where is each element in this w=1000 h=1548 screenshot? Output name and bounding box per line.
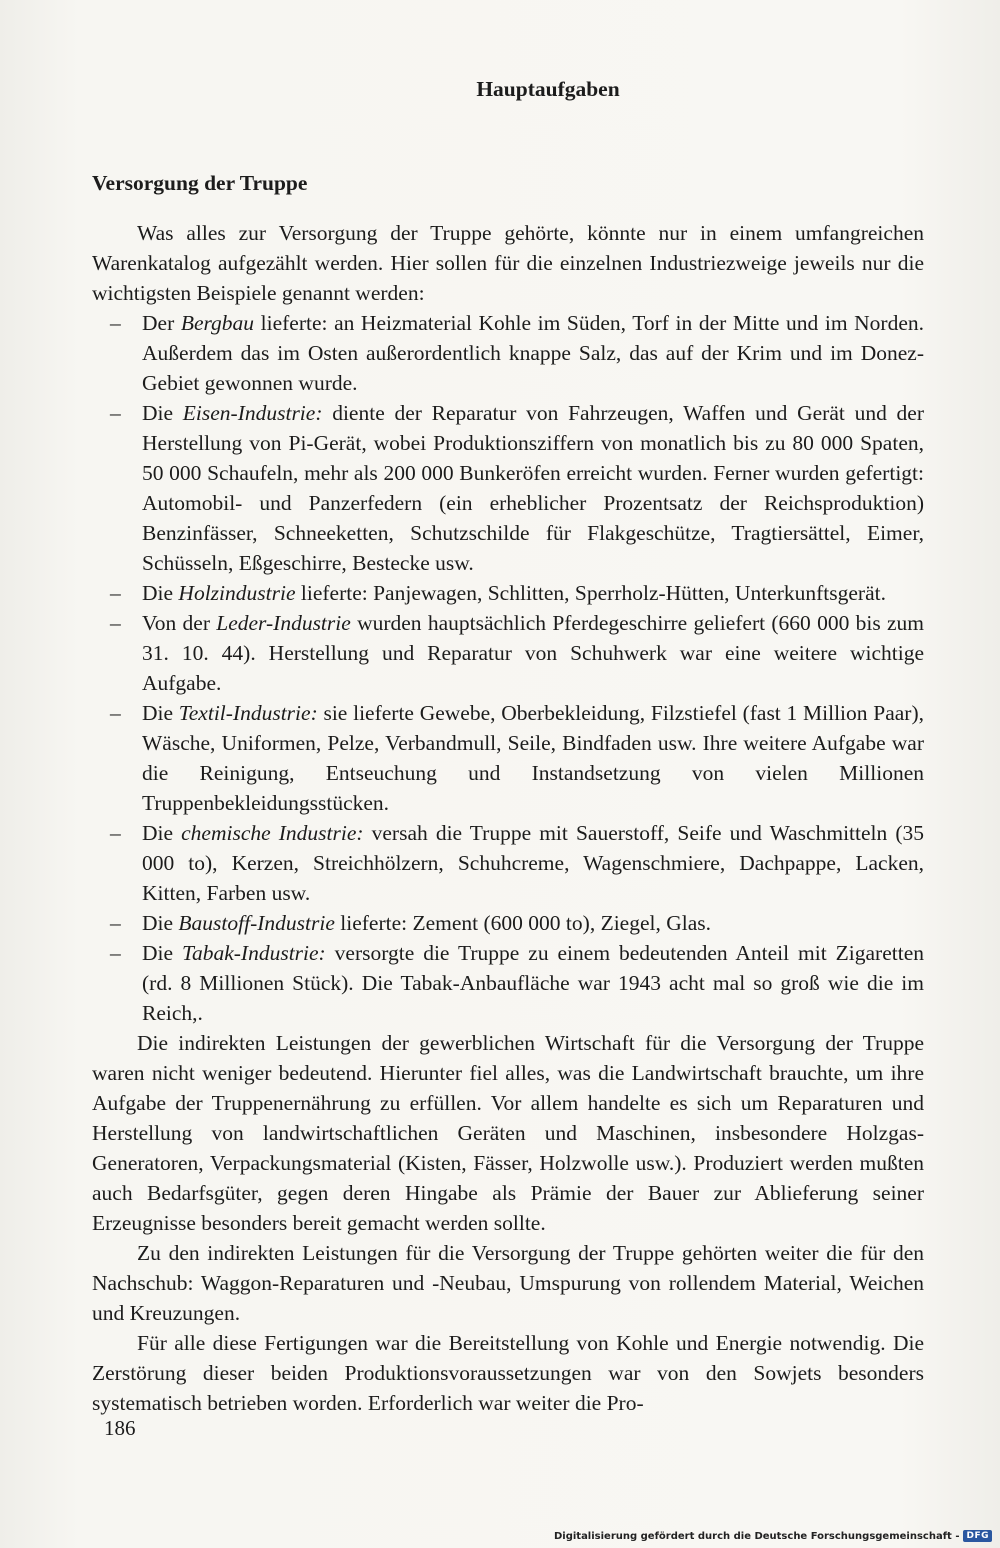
list-item: – Die Eisen-Industrie: diente der Reparatur von Fahrzeugen, Waffen und Gerät und der Herstellung von Pi-Gerät, wobei Produktionsziffern von monatlich bis zu 80 000 Spaten, 50 000 Schaufeln, mehr als 200 000 Bunkeröfen erreicht wurden. Ferner wurden gefertigt: Automobil- und Panzerfedern (ein erheblicher Prozentsatz der Reichsproduktion) Benzinfässer, Schneeketten, Schutzschilde für Flakgeschütze, Tragtiersättel, Eimer, Schüsseln, Eßgeschirre, Bestecke usw.	[92, 398, 924, 578]
page-text	[92, 74, 924, 1418]
dash-marker: –	[110, 911, 121, 935]
list-item: – Von der Leder-Industrie wurden hauptsächlich Pferdegeschirre geliefert (660 000 bis zum 31. 10. 44). Herstellung und Reparatur von Schuhwerk war eine weitere wichtige Aufgabe.	[92, 608, 924, 698]
list-item: – Der Bergbau lieferte: an Heizmaterial Kohle im Süden, Torf in der Mitte und im Norden. Außerdem das im Osten außerordentlich knappe Salz, das auf der Krim und im Donez-Gebiet gewonnen wurde.	[92, 308, 924, 398]
intro-paragraph: Was alles zur Versorgung der Truppe gehörte, könnte nur in einem umfangreichen Warenkatalog aufgezählt werden. Hier sollen für die einzelnen Industriezweige jeweils nur die wichtigsten Beispiele genannt werden:	[92, 221, 924, 305]
list-item: – Die Textil-Industrie: sie lieferte Gewebe, Oberbekleidung, Filzstiefel (fast 1 Million Paar), Wäsche, Uniformen, Pelze, Verbandmull, Seile, Bindfaden usw. Ihre weitere Aufgabe war die Reinigung, Entseuchung und Instandsetzung von vielen Millionen Truppenbekleidungsstücken.	[92, 698, 924, 818]
dash-marker: –	[110, 821, 121, 845]
indirect-paragraph: Die indirekten Leistungen der gewerblichen Wirtschaft für die Versorgung der Truppe waren nicht weniger bedeutend. Hierunter fiel alles, was die Landwirtschaft brauchte, um ihre Aufgabe der Truppenernährung zu erfüllen. Vor allem handelte es sich um Reparaturen und Herstellung von landwirtschaftlichen Geräten und Maschinen, insbesondere Holzgas-Generatoren, Verpackungsmaterial (Kisten, Fässer, Holzwolle usw.). Produziert werden mußten auch Bedarfsgüter, gegen deren Hingabe als Prämie der Bauer zur Ablieferung seiner Erzeugnisse besonders bereit gemacht werden sollte.	[92, 1031, 924, 1235]
list-item: – Die Baustoff-Industrie lieferte: Zement (600 000 to), Ziegel, Glas.	[92, 908, 924, 938]
footer-credit	[554, 1530, 992, 1542]
dash-marker: –	[110, 941, 121, 965]
list-item: – Die chemische Industrie: versah die Truppe mit Sauerstoff, Seife und Waschmitteln (35 000 to), Kerzen, Streichhölzern, Schuhcreme, Wagenschmiere, Dachpappe, Lacken, Kitten, Farben usw.	[92, 818, 924, 908]
list-item: – Die Holzindustrie lieferte: Panjewagen, Schlitten, Sperrholz-Hütten, Unterkunftsgerät.	[92, 578, 924, 608]
industry-name: Bergbau	[180, 311, 255, 335]
industry-name: chemische Industrie:	[181, 821, 364, 845]
list-item: – Die Tabak-Industrie: versorgte die Truppe zu einem bedeutenden Anteil mit Zigaretten (rd. 8 Millionen Stück). Die Tabak-Anbaufläche war 1943 acht mal so groß wie die im Reich,.	[92, 938, 924, 1028]
dash-marker: –	[110, 701, 121, 725]
industry-name: Baustoff-Industrie	[178, 911, 335, 935]
industry-name: Leder-Industrie	[216, 611, 351, 635]
dash-marker: –	[110, 581, 121, 605]
nachschub-paragraph: Zu den indirekten Leistungen für die Versorgung der Truppe gehörten weiter die für den Nachschub: Waggon-Reparaturen und -Neubau, Umspurung von rollendem Material, Weichen und Kreuzungen.	[92, 1241, 924, 1325]
page-number: 186	[104, 1416, 136, 1440]
dash-marker: –	[110, 611, 121, 635]
industry-name: Holzindustrie	[178, 581, 296, 605]
chapter-heading: Hauptaufgaben	[476, 77, 620, 101]
section-title: Versorgung der Truppe	[92, 171, 308, 195]
industry-name: Textil-Industrie:	[178, 701, 318, 725]
dash-marker: –	[110, 311, 121, 335]
energie-paragraph: Für alle diese Fertigungen war die Bereitstellung von Kohle und Energie notwendig. Die Zerstörung dieser beiden Produktionsvoraussetzungen war von den Sowjets besonders systematisch betrieben worden. Erforderlich war weiter die Pro-	[92, 1331, 924, 1415]
dfg-logo-icon: DFG	[963, 1530, 992, 1542]
industry-list	[92, 308, 924, 1028]
dash-marker: –	[110, 401, 121, 425]
footer-text: Digitalisierung gefördert durch die Deutsche Forschungsgemeinschaft -	[553, 1530, 960, 1542]
industry-name: Tabak-Industrie:	[181, 941, 326, 965]
industry-name: Eisen-Industrie:	[182, 401, 323, 425]
